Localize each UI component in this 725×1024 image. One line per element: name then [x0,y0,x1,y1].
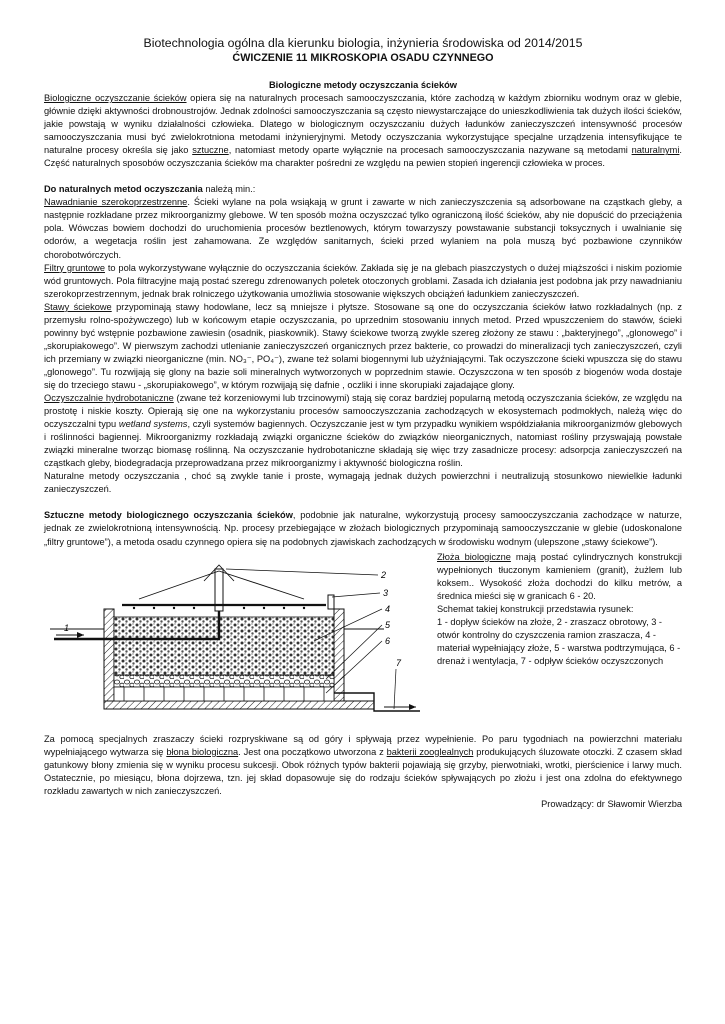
document-page [44,36,682,811]
paragraph-artificial-methods: Sztuczne metody biologicznego oczyszczania ścieków, podobnie jak naturalne, wykorzystują procesy samooczyszczania zachodzące w naturze, jednak ze zwielokrotnioną intensywnością. Np. procesy przebiegające w złożach biologicznych przypominają samooczyszczanie w glebie (udoskonalone „filtry gruntowe”), a metoda osadu czynnego opiera się na podobnych zjawiskach zachodzących w środowisku wodnym (ulepszone „stawy ściekowe”). [44,510,682,547]
figure-section [44,551,682,733]
figure-schema-intro: Schemat takiej konstrukcji przedstawia rysunek: [437,603,634,614]
term: Biologiczne oczyszczanie ścieków [44,93,187,103]
paragraph-irrigation: Nawadnianie szerokoprzestrzenne. Ścieki wylane na pola wsiąkają w grunt i zawarte w nich zanieczyszczenia są adsorbowane na cząstkach gleby, a następnie rozkładane przez mikroorganizmy glebowe. W ten sposób można oczyszczać tylko ograniczoną ilość ścieków, aby nie dopuścić do przeciążenia pola. Wówczas bowiem dochodzi do uruchomienia procesów beztlenowych, którym towarzyszy powstawanie substancji toksycznych i uwalnianie się odorów, a wegetacja roślin jest zahamowana. Ze względów sanitarnych, ścieki przed wylaniem na pola muszą być pozbawione czynników chorobotwórczych. [44,197,682,260]
document-title: Biotechnologia ogólna dla kierunku biologia, inżynieria środowiska od 2014/2015 [143,36,583,50]
figure-label-6: 6 [385,635,391,646]
term: sztuczne [192,145,229,156]
support-layer [114,675,334,687]
section-title: Biologiczne metody oczyszczania ścieków [268,80,458,90]
figure-label-5: 5 [385,619,391,630]
term: Złoża biologiczne [437,551,511,562]
figure-label-3: 3 [383,587,389,598]
paragraph-biofilm: Za pomocą specjalnych zraszaczy ścieki rozpryskiwane są od góry i spływają przez wypełnienie. Po paru tygodniach na powierzchni materiału wypełniającego wytwarza się błona biologiczna. Jest ona początkowo utworzona z bakterii zooglealnych produkujących śluzowate otoczki. Z czasem skład gatunkowy błony zmienia się w wyniku procesu sukcesji. Obok różnych typów bakterii pojawiają się grzyby, pierwotniaki, wrotki, pierścienice i larwy much. Ostatecznie, po miesiącu, błona dojrzewa, tzn. jej skład dopasowuje się do rodzaju ścieków spływających po złożu i jest ona zdolna do efektywnego rozkładu zawartych w nich zanieczyszczeń. [44,733,682,796]
natural-methods-heading: Do naturalnych metod oczyszczania należą min.: [44,184,256,195]
term: bakterii zooglealnych [386,746,474,757]
term: błona biologiczna [166,746,239,757]
term: Stawy ściekowe [44,301,112,312]
paragraph-hydrobotanic: Oczyszczalnie hydrobotaniczne (zwane też korzeniowymi lub trzcinowymi) stają się coraz bardziej popularną metodą oczyszczania ścieków, ze względu na prostotę i niskie koszty. Opierają się one na wykorzystaniu procesów samooczyszczania zachodzących w ekosystemach podmokłych, należą więc do oczyszczalni typu wetland systems, czyli systemów bagiennych. Oczyszczanie jest w tym przypadku wynikiem współdziałania mikroorganizmów glebowych i roślinności bagiennej. Mikroorganizmy rozkładają związki organiczne ścieków do związków nieorganicznych, natomiast rośliny przyswajają powstałe związki mineralne tworząc biomasę roślinną. Na oczyszczanie hydrobotaniczne składają się więc trzy zasadnicze procesy: adsorpcja zanieczyszczeń na cząstkach gleby, biodegradacja przeprowadzana przez mikroorganizmy i aktywność biologiczna roślin. [44,393,682,469]
right-wall [334,609,344,701]
figure-label-4: 4 [385,603,391,614]
filter-media [114,617,334,675]
intro-paragraph: Biologiczne oczyszczanie ścieków opiera się na naturalnych procesach samooczyszczania, które zachodzą w każdym zbiorniku wodnym oraz w glebie, głównie dzięki aktywności drobnoustrojów. Jednak zdolności samooczyszczania są często niewystarczające do unieszkodliwienia tak dużych ilości ścieków, jakie powstają w wyniku działalności człowieka. Dlatego w biologicznym oczyszczaniu dużych ładunków zanieczyszczeń intensywność procesów samooczyszczania musi być zwielokrotniona metodami inżynieryjnymi. Metody oczyszczania wykorzystujące specjalne urządzenia intensyfikujące te naturalne procesy określa się jako sztuczne, natomiast metody oparte wyłącznie na procesach samooczyszczania nazywane są metodami naturalnymi. Część naturalnych sposobów oczyszczania ścieków ma charakter pośredni ze względu na pewien stopień ingerencji człowieka w proces. [44,93,682,169]
term: Oczyszczalnie hydrobotaniczne [44,393,174,404]
figure-label-2: 2 [381,569,387,580]
figure-caption: Złoża biologiczne mają postać cylindrycznych konstrukcji wypełnionych tłuczonym kamieniem (granit), żużlem lub koksem.. Wysokość złoża dochodzi do kilku metrów, a średnica mieści się w granicach 6 - 20. [437,551,682,601]
document-header [44,36,682,66]
paragraph-ponds: Stawy ściekowe przypominają stawy hodowlane, lecz są mniejsze i płytsze. Stosowane są one do oczyszczania ścieków łatwo rozkładalnych (np. z przemysłu rolno-spożywczego) lub w końcowym etapie oczyszczania, po uprzednim stosowaniu innych metod. Przed wpuszczeniem do stawów, ścieki powinny być wstępnie pozbawione zawiesin (osadnik, piaskownik). Stawy ściekowe tworzą zwykle szereg złożony ze stawu : „bakteryjnego”, „glonowego” i „skorupiakowego”. W pierwszym zachodzi utlenianie zanieczyszczeń organicznych przez bakterie, co prowadzi do mineralizacji tych zanieczyszczeń, czyli ich przemiany w związki nieorganiczne (min. NO₃⁻, PO₄⁻), zwane też solami biogennymi lub użyźniającymi. Tak oczyszczone ścieki wpuszcza się do stawu „glonowego”. Tu rozwijają się glony na bazie soli mineralnych wytworzonych w poprzednim stawie. Oczyszczona w ten sposób z biogenów woda dostaje się do trzeciego stawu - „skorupiakowego”, w którym rozwijają się dafnie , oczliki i inne skorupiaki zajadające glony. [44,301,682,390]
trickling-filter-diagram [44,551,428,719]
figure-legend: 1 - dopływ ścieków na złoże, 2 - zraszacz obrotowy, 3 - otwór kontrolny do czyszczenia ramion zraszacza, 4 - materiał wypełniający złoże, 5 - warstwa podtrzymująca, 6 - drenaż i wentylacja, 7 - odpływ ścieków oczyszczonych [437,617,681,667]
paragraph-natural-summary: Naturalne metody oczyszczania , choć są zwykle tanie i proste, wymagają jednak dużych powierzchni i neutralizują stosunkowo niewielkie ładunki zanieczyszczeń. [44,471,682,495]
signature: Prowadzący: dr Sławomir Wierzba [541,798,682,809]
exercise-title: ĆWICZENIE 11 MIKROSKOPIA OSADU CZYNNEGO [232,52,494,64]
term: Filtry gruntowe [44,262,105,273]
figure-label-7: 7 [396,657,402,668]
term: naturalnymi [631,145,680,156]
paragraph-soil-filters: Filtry gruntowe to pola wykorzystywane wyłącznie do oczyszczania ścieków. Zakłada się je na glebach piaszczystych o dużej miąższości i niskim poziomie wód gruntowych. Pola filtracyjne mają postać szeregu zdrenowanych poletek otoczonych groblami. Zasada ich działania jest podobna jak przy nawadnianiu szerokoprzestrzennym, jednak brak rolniczego użytkowania umożliwia stosowanie większych obciążeń ładunkiem zanieczyszczeń. [44,262,682,299]
figure-label-1: 1 [64,622,70,633]
term: Nawadnianie szerokoprzestrzenne [44,197,188,208]
bottom-slab [104,701,374,709]
left-wall [104,609,114,701]
figure-description [437,551,682,669]
